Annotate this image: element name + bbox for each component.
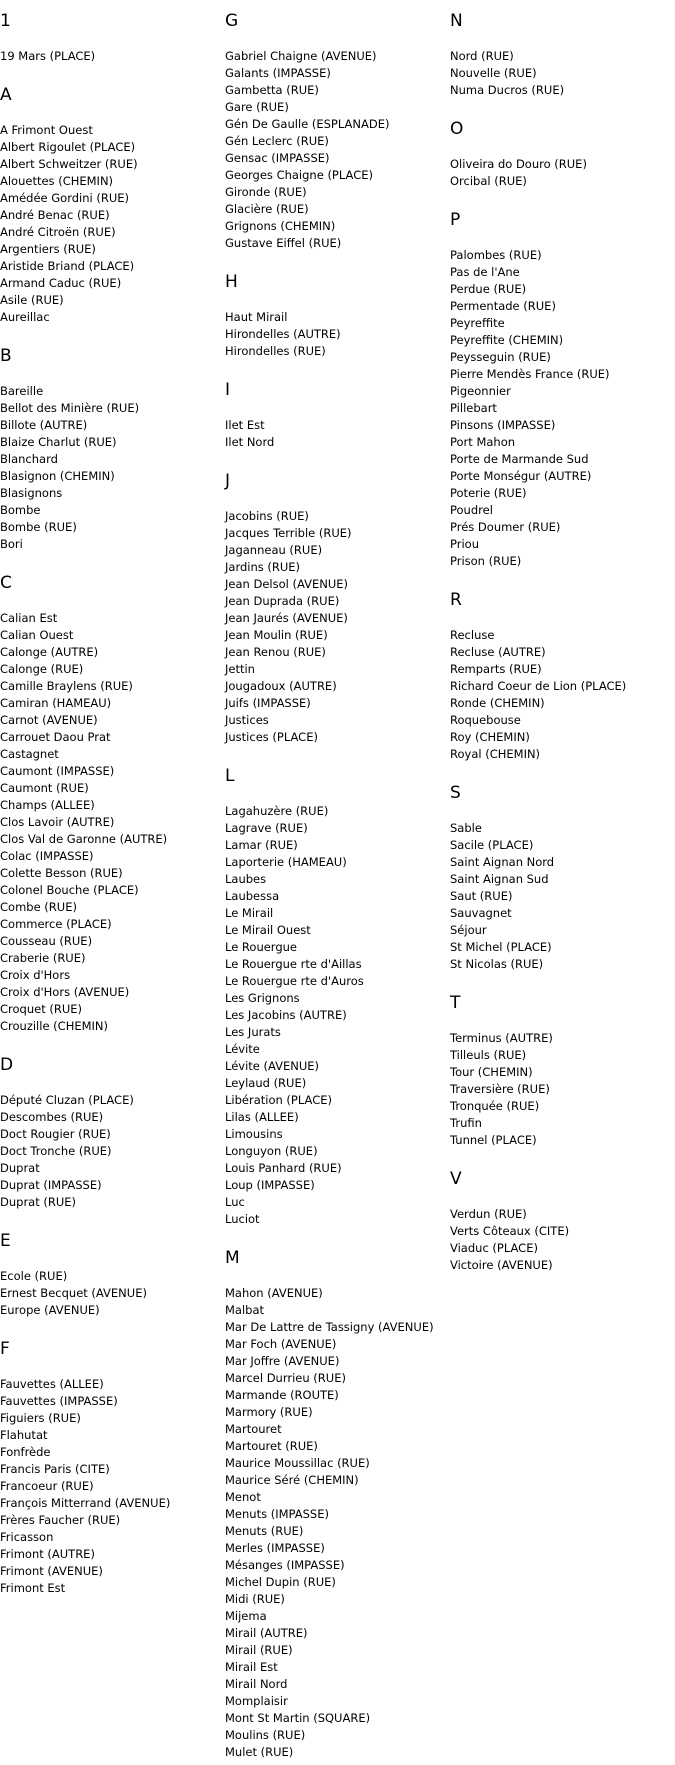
street-list — [0, 1268, 225, 1319]
street-name: Saut (RUE) — [450, 889, 513, 903]
street-name: Fricasson — [0, 1530, 54, 1544]
street-name: Libération (PLACE) — [225, 1093, 332, 1107]
street-name: Sauvagnet — [450, 906, 512, 920]
index-column-1 — [0, 0, 225, 1597]
street-name: Oliveira do Douro (RUE) — [450, 157, 587, 171]
street-name: Jean Renou (RUE) — [225, 645, 326, 659]
street-name: Mont St Martin (SQUARE) — [225, 1711, 371, 1725]
street-name: Billote (AUTRE) — [0, 418, 88, 432]
street-name: Mar De Lattre de Tassigny (AVENUE) — [225, 1320, 434, 1334]
section-letter-heading: L — [225, 766, 235, 786]
street-name: Victoire (AVENUE) — [450, 1258, 553, 1272]
street-name: Blaize Charlut (RUE) — [0, 435, 117, 449]
street-name: Pas de l'Ane — [450, 265, 520, 279]
street-name: Le Rouergue — [225, 940, 297, 954]
street-name: Limousins — [225, 1127, 283, 1141]
street-name: Justices (PLACE) — [225, 730, 318, 744]
street-name: Momplaisir — [225, 1694, 288, 1708]
section-letter-heading: N — [450, 11, 464, 31]
street-name: Maurice Séré (CHEMIN) — [225, 1473, 359, 1487]
street-name: Bori — [0, 537, 23, 551]
street-name: Jacques Terrible (RUE) — [225, 526, 352, 540]
street-name: Port Mahon — [450, 435, 516, 449]
street-list — [0, 610, 225, 1035]
street-list — [225, 48, 450, 252]
letter-section — [0, 1338, 225, 1597]
street-name: Duprat — [0, 1161, 40, 1175]
street-name: Tronquée (RUE) — [450, 1099, 540, 1113]
street-name: Carnot (AVENUE) — [0, 713, 98, 727]
street-name: Gén Leclerc (RUE) — [225, 134, 329, 148]
street-name: Aristide Briand (PLACE) — [0, 259, 135, 273]
section-letter-heading: H — [225, 272, 239, 292]
street-name: Menuts (IMPASSE) — [225, 1507, 329, 1521]
street-name: Orcibal (RUE) — [450, 174, 527, 188]
street-name: Traversière (RUE) — [450, 1082, 550, 1096]
street-name: Gén De Gaulle (ESPLANADE) — [225, 117, 390, 131]
section-letter-heading: J — [225, 471, 231, 491]
street-name: Prison (RUE) — [450, 554, 522, 568]
letter-section — [225, 379, 450, 451]
street-name: Menuts (RUE) — [225, 1524, 304, 1538]
section-letter-heading: F — [0, 1339, 11, 1359]
street-name: Cousseau (RUE) — [0, 934, 93, 948]
letter-section — [450, 10, 675, 99]
street-name: Albert Schweitzer (RUE) — [0, 157, 138, 171]
street-name: Perdue (RUE) — [450, 282, 527, 296]
street-name: Numa Ducros (RUE) — [450, 83, 565, 97]
letter-section — [0, 10, 225, 65]
street-name: Georges Chaigne (PLACE) — [225, 168, 373, 182]
street-name: Marmory (RUE) — [225, 1405, 313, 1419]
street-name: Luc — [225, 1195, 245, 1209]
street-list — [450, 1030, 675, 1149]
street-name: André Citroën (RUE) — [0, 225, 116, 239]
street-name: Nord (RUE) — [450, 49, 514, 63]
street-name: Flahutat — [0, 1428, 48, 1442]
street-name: Jettin — [225, 662, 255, 676]
street-name: Aureillac — [0, 310, 50, 324]
street-list — [0, 1376, 225, 1597]
street-name: Poterie (RUE) — [450, 486, 527, 500]
street-name: Mijema — [225, 1609, 267, 1623]
street-name: Commerce (PLACE) — [0, 917, 112, 931]
section-letter-heading: G — [225, 11, 239, 31]
street-name: Lilas (ALLEE) — [225, 1110, 299, 1124]
street-name: Mirail (AUTRE) — [225, 1626, 308, 1640]
street-name: Ecole (RUE) — [0, 1269, 68, 1283]
section-letter-heading: A — [0, 85, 13, 105]
street-name: Jacobins (RUE) — [225, 509, 309, 523]
street-name: Moulins (RUE) — [225, 1728, 306, 1742]
street-name: Verts Côteaux (CITE) — [450, 1224, 570, 1238]
street-name: Mulet (RUE) — [225, 1745, 294, 1759]
street-name: Europe (AVENUE) — [0, 1303, 100, 1317]
street-name: Le Mirail — [225, 906, 274, 920]
street-list — [0, 383, 225, 553]
street-name: Calian Ouest — [0, 628, 74, 642]
street-name: Remparts (RUE) — [450, 662, 542, 676]
street-name: Fonfrède — [0, 1445, 51, 1459]
street-name: Caumont (RUE) — [0, 781, 89, 795]
street-name: Combe (RUE) — [0, 900, 77, 914]
street-name: Roy (CHEMIN) — [450, 730, 530, 744]
street-name: Lévite — [225, 1042, 260, 1056]
street-name: Caumont (IMPASSE) — [0, 764, 115, 778]
street-name: Pierre Mendès France (RUE) — [450, 367, 610, 381]
letter-section — [450, 1168, 675, 1274]
street-name: Croquet (RUE) — [0, 1002, 83, 1016]
street-name: Alouettes (CHEMIN) — [0, 174, 114, 188]
street-name: Duprat (RUE) — [0, 1195, 77, 1209]
street-name: Sacile (PLACE) — [450, 838, 534, 852]
street-name: Les Grignons — [225, 991, 300, 1005]
street-name: Frimont (AVENUE) — [0, 1564, 103, 1578]
street-name: Calonge (AUTRE) — [0, 645, 99, 659]
street-name: Tour (CHEMIN) — [450, 1065, 533, 1079]
letter-section — [450, 782, 675, 973]
street-list — [450, 48, 675, 99]
street-name: Le Rouergue rte d'Auros — [225, 974, 364, 988]
street-name: Camille Braylens (RUE) — [0, 679, 133, 693]
street-name: Richard Coeur de Lion (PLACE) — [450, 679, 627, 693]
street-name: Peysseguin (RUE) — [450, 350, 551, 364]
street-name: Bombe (RUE) — [0, 520, 77, 534]
section-letter-heading: M — [225, 1248, 241, 1268]
street-name: Fauvettes (IMPASSE) — [0, 1394, 118, 1408]
street-name: Lévite (AVENUE) — [225, 1059, 320, 1073]
street-name: St Michel (PLACE) — [450, 940, 552, 954]
letter-section — [0, 572, 225, 1035]
street-name: Clos Lavoir (AUTRE) — [0, 815, 115, 829]
street-name: Lagrave (RUE) — [225, 821, 308, 835]
street-name: Prés Doumer (RUE) — [450, 520, 561, 534]
street-name: Galants (IMPASSE) — [225, 66, 331, 80]
street-name: Haut Mirail — [225, 310, 288, 324]
street-name: Frimont (AUTRE) — [0, 1547, 95, 1561]
street-name: Francoeur (RUE) — [0, 1479, 94, 1493]
street-name: Asile (RUE) — [0, 293, 64, 307]
street-name: Marcel Durrieu (RUE) — [225, 1371, 346, 1385]
street-name: Clos Val de Garonne (AUTRE) — [0, 832, 168, 846]
street-name: Laporterie (HAMEAU) — [225, 855, 347, 869]
street-name: Terminus (AUTRE) — [450, 1031, 553, 1045]
section-letter-heading: O — [450, 119, 464, 139]
street-name: Lagahuzère (RUE) — [225, 804, 329, 818]
street-name: Sable — [450, 821, 482, 835]
street-name: Nouvelle (RUE) — [450, 66, 537, 80]
letter-section — [450, 209, 675, 570]
street-name: Albert Rigoulet (PLACE) — [0, 140, 136, 154]
street-name: A Frimont Ouest — [0, 123, 93, 137]
street-name: Blasignons — [0, 486, 63, 500]
street-name: Carrouet Daou Prat — [0, 730, 111, 744]
street-name: Séjour — [450, 923, 487, 937]
street-name: Jean Moulin (RUE) — [225, 628, 328, 642]
street-name: Justices — [225, 713, 269, 727]
street-list — [450, 627, 675, 763]
street-name: Priou — [450, 537, 479, 551]
street-list — [225, 417, 450, 451]
section-letter-heading: D — [0, 1055, 14, 1075]
letter-section — [450, 118, 675, 190]
street-name: Martouret (RUE) — [225, 1439, 318, 1453]
letter-section — [0, 1054, 225, 1211]
letter-section — [225, 470, 450, 746]
street-name: Marmande (ROUTE) — [225, 1388, 339, 1402]
letter-section — [225, 271, 450, 360]
street-name: Roquebouse — [450, 713, 521, 727]
street-name: Viaduc (PLACE) — [450, 1241, 538, 1255]
street-name: Frimont Est — [0, 1581, 66, 1595]
street-name: Pinsons (IMPASSE) — [450, 418, 556, 432]
street-list — [225, 1285, 450, 1761]
street-name: Frères Faucher (RUE) — [0, 1513, 121, 1527]
street-list — [0, 48, 225, 65]
street-name: Le Mirail Ouest — [225, 923, 311, 937]
section-letter-heading: S — [450, 783, 462, 803]
street-name: Amédée Gordini (RUE) — [0, 191, 130, 205]
street-name: Gustave Eiffel (RUE) — [225, 236, 342, 250]
street-name: Blasignon (CHEMIN) — [0, 469, 115, 483]
street-list — [450, 247, 675, 570]
street-name: Laubes — [225, 872, 267, 886]
street-name: Midi (RUE) — [225, 1592, 285, 1606]
street-name: Croix d'Hors — [0, 968, 71, 982]
street-name: André Benac (RUE) — [0, 208, 110, 222]
street-name: Mirail Nord — [225, 1677, 288, 1691]
street-name: Armand Caduc (RUE) — [0, 276, 122, 290]
street-list — [225, 508, 450, 746]
street-name: Croix d'Hors (AVENUE) — [0, 985, 130, 999]
letter-section — [0, 345, 225, 553]
street-name: Menot — [225, 1490, 261, 1504]
street-name: Fauvettes (ALLEE) — [0, 1377, 104, 1391]
section-letter-heading: T — [450, 993, 461, 1013]
street-name: Mirail Est — [225, 1660, 278, 1674]
street-name: Champs (ALLEE) — [0, 798, 95, 812]
street-list — [225, 803, 450, 1228]
section-letter-heading: B — [0, 346, 13, 366]
street-name: Jardins (RUE) — [225, 560, 301, 574]
section-letter-heading: C — [0, 573, 13, 593]
street-name: Gambetta (RUE) — [225, 83, 319, 97]
street-name: Mésanges (IMPASSE) — [225, 1558, 345, 1572]
street-name: Leylaud (RUE) — [225, 1076, 307, 1090]
street-name: Mar Foch (AVENUE) — [225, 1337, 337, 1351]
street-name: Glacière (RUE) — [225, 202, 309, 216]
street-name: Juifs (IMPASSE) — [225, 696, 311, 710]
street-name: Pillebart — [450, 401, 497, 415]
street-name: Tilleuls (RUE) — [450, 1048, 527, 1062]
street-name: Louis Panhard (RUE) — [225, 1161, 342, 1175]
street-name: Ronde (CHEMIN) — [450, 696, 545, 710]
index-column-3 — [450, 0, 675, 1274]
street-name: Jean Jaurés (AVENUE) — [225, 611, 348, 625]
street-name: François Mitterrand (AVENUE) — [0, 1496, 171, 1510]
street-name: Doct Rougier (RUE) — [0, 1127, 111, 1141]
letter-section — [225, 1247, 450, 1761]
letter-section — [450, 589, 675, 763]
street-name: Craberie (RUE) — [0, 951, 86, 965]
street-name: Mahon (AVENUE) — [225, 1286, 323, 1300]
section-letter-heading: V — [450, 1169, 463, 1189]
street-name: Blanchard — [0, 452, 58, 466]
letter-section — [0, 1230, 225, 1319]
street-name: Jean Duprada (RUE) — [225, 594, 340, 608]
street-name: Bellot des Minière (RUE) — [0, 401, 140, 415]
street-name: Saint Aignan Sud — [450, 872, 549, 886]
street-name: Ilet Est — [225, 418, 265, 432]
street-name: Recluse — [450, 628, 495, 642]
street-name: Figuiers (RUE) — [0, 1411, 81, 1425]
letter-section — [0, 84, 225, 326]
street-name: Gabriel Chaigne (AVENUE) — [225, 49, 377, 63]
street-name: Gare (RUE) — [225, 100, 289, 114]
street-name: Jaganneau (RUE) — [225, 543, 323, 557]
street-name: Camiran (HAMEAU) — [0, 696, 112, 710]
street-list — [450, 820, 675, 973]
street-name: Trufin — [450, 1116, 482, 1130]
letter-section — [450, 992, 675, 1149]
street-name: Les Jurats — [225, 1025, 281, 1039]
street-name: Poudrel — [450, 503, 493, 517]
street-list — [450, 1206, 675, 1274]
street-name: Ernest Becquet (AVENUE) — [0, 1286, 147, 1300]
section-letter-heading: I — [225, 380, 231, 400]
street-name: Ilet Nord — [225, 435, 275, 449]
street-list — [0, 122, 225, 326]
street-name: Malbat — [225, 1303, 265, 1317]
street-name: Mirail (RUE) — [225, 1643, 293, 1657]
street-name: Calian Est — [0, 611, 58, 625]
street-name: Loup (IMPASSE) — [225, 1178, 315, 1192]
street-name: Les Jacobins (AUTRE) — [225, 1008, 347, 1022]
section-letter-heading: 1 — [0, 11, 12, 31]
street-name: Colonel Bouche (PLACE) — [0, 883, 139, 897]
letter-section — [225, 10, 450, 252]
street-name: Le Rouergue rte d'Aillas — [225, 957, 362, 971]
street-name: Mar Joffre (AVENUE) — [225, 1354, 340, 1368]
street-name: Descombes (RUE) — [0, 1110, 104, 1124]
street-name: Doct Tronche (RUE) — [0, 1144, 112, 1158]
section-letter-heading: P — [450, 210, 461, 230]
street-name: Castagnet — [0, 747, 59, 761]
street-list — [450, 156, 675, 190]
street-name: Gironde (RUE) — [225, 185, 307, 199]
street-list — [225, 309, 450, 360]
street-name: Lamar (RUE) — [225, 838, 298, 852]
street-name: Colette Besson (RUE) — [0, 866, 123, 880]
street-name: Porte de Marmande Sud — [450, 452, 589, 466]
street-name: Merles (IMPASSE) — [225, 1541, 325, 1555]
letter-section — [225, 765, 450, 1228]
street-name: Crouzille (CHEMIN) — [0, 1019, 109, 1033]
street-name: Hirondelles (RUE) — [225, 344, 326, 358]
street-name: Gensac (IMPASSE) — [225, 151, 330, 165]
street-list — [0, 1092, 225, 1211]
street-name: 19 Mars (PLACE) — [0, 49, 96, 63]
street-name: Saint Aignan Nord — [450, 855, 555, 869]
street-name: Laubessa — [225, 889, 280, 903]
street-name: Francis Paris (CITE) — [0, 1462, 110, 1476]
street-name: St Nicolas (RUE) — [450, 957, 544, 971]
street-name: Grignons (CHEMIN) — [225, 219, 336, 233]
street-name: Jougadoux (AUTRE) — [225, 679, 337, 693]
street-name: Calonge (RUE) — [0, 662, 84, 676]
street-name: Martouret — [225, 1422, 282, 1436]
street-name: Permentade (RUE) — [450, 299, 556, 313]
street-name: Jean Delsol (AVENUE) — [225, 577, 348, 591]
street-name: Longuyon (RUE) — [225, 1144, 318, 1158]
street-name: Hirondelles (AUTRE) — [225, 327, 341, 341]
street-name: Michel Dupin (RUE) — [225, 1575, 336, 1589]
street-name: Verdun (RUE) — [450, 1207, 527, 1221]
street-name: Colac (IMPASSE) — [0, 849, 94, 863]
street-name: Tunnel (PLACE) — [450, 1133, 537, 1147]
street-name: Palombes (RUE) — [450, 248, 542, 262]
street-name: Argentiers (RUE) — [0, 242, 96, 256]
street-name: Duprat (IMPASSE) — [0, 1178, 102, 1192]
section-letter-heading: R — [450, 590, 463, 610]
street-name: Bareille — [0, 384, 44, 398]
index-column-2 — [225, 0, 450, 1761]
street-name: Pigeonnier — [450, 384, 511, 398]
street-name: Royal (CHEMIN) — [450, 747, 541, 761]
street-name: Recluse (AUTRE) — [450, 645, 546, 659]
street-name: Député Cluzan (PLACE) — [0, 1093, 134, 1107]
section-letter-heading: E — [0, 1231, 12, 1251]
street-name: Peyreffite (CHEMIN) — [450, 333, 564, 347]
street-name: Porte Monségur (AUTRE) — [450, 469, 592, 483]
street-name: Maurice Moussillac (RUE) — [225, 1456, 370, 1470]
street-name: Luciot — [225, 1212, 260, 1226]
street-name: Peyreffite — [450, 316, 505, 330]
street-name: Bombe — [0, 503, 41, 517]
